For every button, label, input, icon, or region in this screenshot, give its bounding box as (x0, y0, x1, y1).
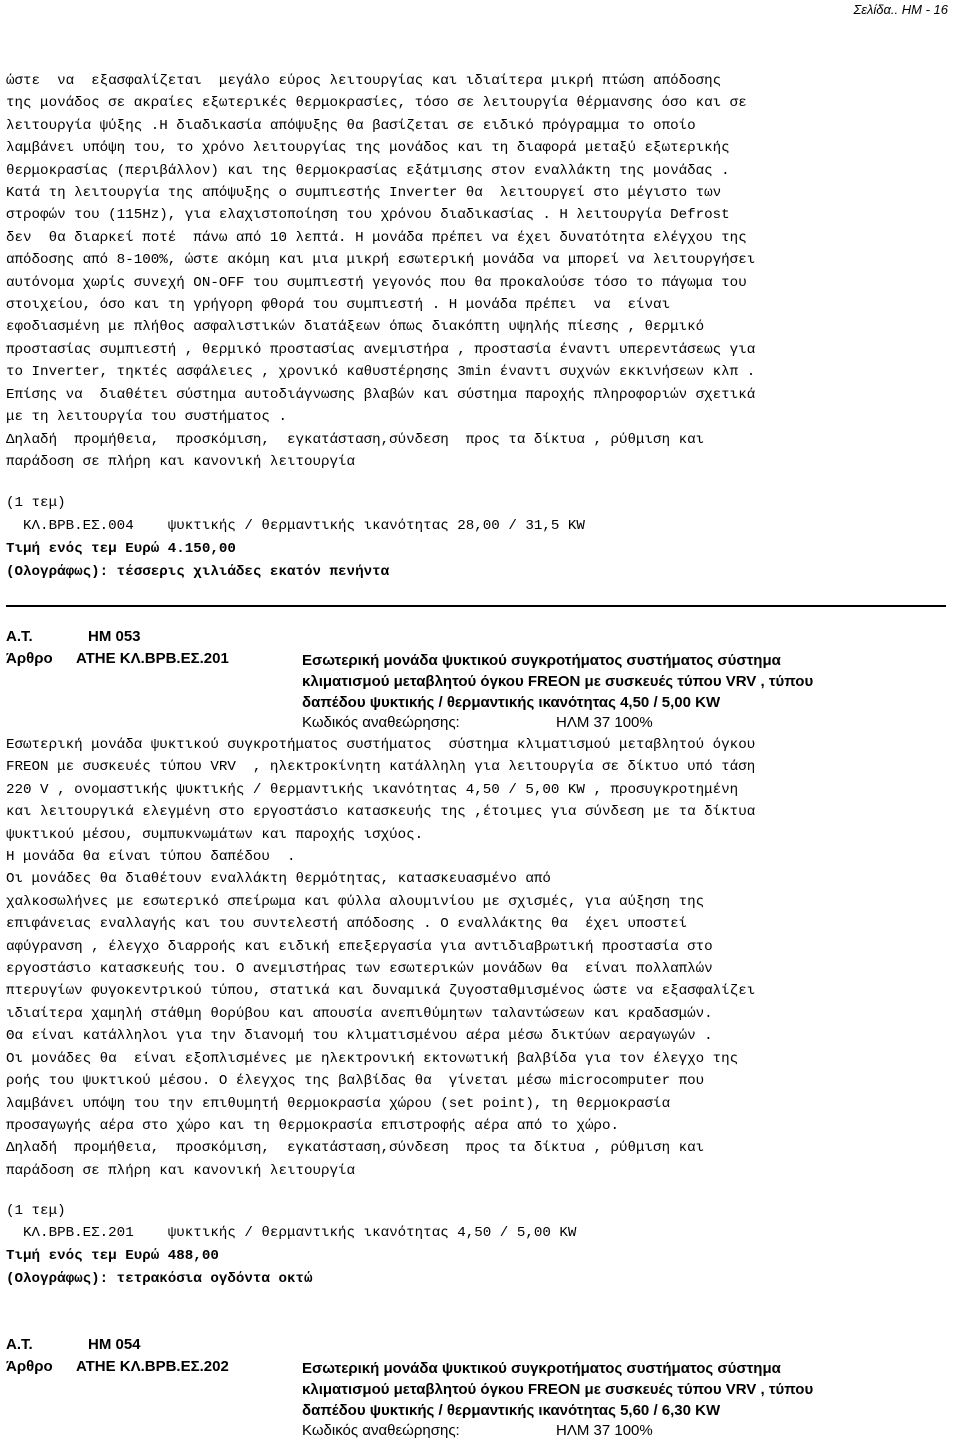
title-line: Εσωτερική μονάδα ψυκτικού συγκροτήματος συστήματος σύστημα (302, 652, 781, 669)
item053-revision-value: ΗΛΜ 37 100% (556, 714, 653, 731)
item053-body (6, 734, 956, 1182)
section-divider (6, 605, 946, 607)
body-line: στροφών του (115Hz), για ελαχιστοποίηση του χρόνου διαδικασίας . Η λειτουργία Defrost (6, 207, 730, 224)
item053-article-code: ΑΤΗΕ ΚΛ.ΒΡΒ.ΕΣ.201 (76, 650, 229, 667)
title-line: δαπέδου ψυκτικής / θερμαντικής ικανότητας 5,60 / 6,30 KW (302, 1402, 721, 1419)
body-line: FREON με συσκευές τύπου VRV , ηλεκτροκίνητη κατάλληλη για λειτουργία σε δίκτυο υπό τάση (6, 759, 756, 776)
body-line: παράδοση σε πλήρη και κανονική λειτουργία (6, 453, 356, 470)
title-line: Εσωτερική μονάδα ψυκτικού συγκροτήματος συστήματος σύστημα (302, 1360, 781, 1377)
title-line: κλιματισμού μεταβλητού όγκου FREON με συσκευές τύπου VRV , τύπου (302, 673, 814, 690)
body-line: στοιχείου, όσο και τη γρήγορη φθορά του συμπιεστή . Η μονάδα πρέπει να είναι (6, 297, 671, 314)
body-line: της μονάδος σε ακραίες εξωτερικές θερμοκρασίες, τόσο σε λειτουργία θέρμανσης όσο και σε (6, 95, 747, 112)
item053-article-label: Άρθρο (6, 650, 53, 667)
item053-unit: (1 τεμ) (6, 1203, 66, 1219)
body-line: ροής του ψυκτικού μέσου. Ο έλεγχος της βαλβίδας θα γίνεται μέσω microcomputer που (6, 1073, 705, 1090)
body-line: θερμοκρασίας (περιβάλλον) και της θερμοκρασίας εξάτμισης στον εναλλάκτη της μονάδας . (6, 162, 730, 179)
title-line: δαπέδου ψυκτικής / θερμαντικής ικανότητας 4,50 / 5,00 KW (302, 694, 721, 711)
body-line: με τη λειτουργία του συστήματος . (6, 409, 287, 426)
section1-price-words: (Ολογράφως): τέσσερις χιλιάδες εκατόν πενήντα (6, 564, 390, 580)
item054-article-label: Άρθρο (6, 1358, 53, 1375)
item053-price: Τιμή ενός τεμ Ευρώ 488,00 (6, 1248, 219, 1264)
item054-revision-label: Κωδικός αναθεώρησης: (302, 1422, 460, 1439)
item053-at-value: ΗΜ 053 (88, 628, 141, 645)
body-line: λαμβάνει υπόψη του, το χρόνο λειτουργίας της μονάδος και τη διαφορά μεταξύ εξωτερικής (6, 140, 730, 157)
body-line: Κατά τη λειτουργία της απόψυξης ο συμπιεστής Inverter θα λειτουργεί στο μέγιστο των (6, 185, 722, 202)
body-line: δεν θα διαρκεί ποτέ πάνω από 10 λεπτά. Η μονάδα πρέπει να έχει δυνατότητα ελέγχου της (6, 229, 747, 246)
body-line: Θα είναι κατάλληλοι για την διανομή του κλιματισμένου αέρα μέσω δικτύων αεραγωγών . (6, 1028, 713, 1045)
item054-article-code: ΑΤΗΕ ΚΛ.ΒΡΒ.ΕΣ.202 (76, 1358, 229, 1375)
item053-price-words: (Ολογράφως): τετρακόσια ογδόντα οκτώ (6, 1271, 313, 1287)
body-line: εφοδιασμένη με πλήθος ασφαλιστικών διατάξεων όπως διακόπτη υψηλής πίεσης , θερμικό (6, 319, 705, 336)
item054-revision-value: ΗΛΜ 37 100% (556, 1422, 653, 1439)
body-line: λειτουργία ψύξης .Η διαδικασία απόψυξης θα βασίζεται σε ειδικό πρόγραμμα το οποίο (6, 117, 696, 134)
body-line: επιφάνειας εναλλαγής και του συντελεστή απόδοσης . Ο εναλλάκτης θα έχει υποστεί (6, 916, 688, 933)
item053-at-label: Α.Τ. (6, 628, 33, 645)
body-line: εργοστάσιο κατασκευής του. Ο ανεμιστήρας των εσωτερικών μονάδων θα είναι πολλαπλών (6, 961, 713, 978)
body-line: ψυκτικού μέσου, συμπυκνωμάτων και παροχής ισχύος. (6, 826, 424, 843)
item054-at-label: Α.Τ. (6, 1336, 33, 1353)
body-line: Οι μονάδες θα διαθέτουν εναλλάκτη θερμότητας, κατασκευασμένο από (6, 871, 551, 888)
body-line: απόδοσης από 8-100%, ώστε ακόμη και μια μικρή εσωτερική μονάδα να μπορεί να λειτουργήσει (6, 252, 756, 269)
section1-unit: (1 τεμ) (6, 495, 66, 511)
item053-code-line: ΚΛ.ΒΡΒ.ΕΣ.201 ψυκτικής / θερμαντικής ικανότητας 4,50 / 5,00 KW (6, 1225, 577, 1241)
section1-code-line: ΚΛ.ΒΡΒ.ΕΣ.004 ψυκτικής / θερμαντικής ικανότητας 28,00 / 31,5 KW (6, 518, 585, 534)
body-line: Οι μονάδες θα είναι εξοπλισμένες με ηλεκτρονική εκτονωτική βαλβίδα για τον έλεγχο της (6, 1050, 739, 1067)
body-line: ώστε να εξασφαλίζεται μεγάλο εύρος λειτουργίας και ιδιαίτερα μικρή πτώση απόδοσης (6, 73, 722, 89)
item054-at-value: ΗΜ 054 (88, 1336, 141, 1353)
item053-revision-label: Κωδικός αναθεώρησης: (302, 714, 460, 731)
body-line: αφύγρανση , έλεγχο διαρροής και ειδική επεξεργασία για αντιδιαβρωτική προστασία στο (6, 938, 713, 955)
item054-header (6, 1336, 956, 1442)
body-line: ιδιαίτερα χαμηλή στάθμη θορύβου και απουσία ανεπιθύμητων ταλαντώσεων και κραδασμών. (6, 1005, 713, 1022)
section1-body (6, 70, 956, 473)
body-line: προσαγωγής αέρα στο χώρο και τη θερμοκρασία επιστροφής αέρα από το χώρο. (6, 1117, 619, 1134)
body-line: χαλκοσωλήνες με εσωτερικό σπείρωμα και φύλλα αλουμινίου με σχισμές, για αύξηση της (6, 893, 705, 910)
body-line: αυτόνομα χωρίς συνεχή ON-OFF του συμπιεστή γεγονός που θα προκαλούσε τόσο το πάγωμα του (6, 274, 747, 291)
body-line: προστασίας συμπιεστή , θερμικό προστασίας ανεμιστήρα , προστασία έναντι υπερεντάσεως για (6, 341, 756, 358)
body-line: 220 V , ονομαστικής ψυκτικής / θερμαντικής ικανότητας 4,50 / 5,00 KW , προσυγκροτημένη (6, 781, 739, 798)
body-line: Επίσης να διαθέτει σύστημα αυτοδιάγνωσης βλαβών και σύστημα παροχής πληροφοριών σχετικά (6, 386, 756, 403)
body-line: λαμβάνει υπόψη του την επιθυμητή θερμοκρασία χώρου (set point), τη θερμοκρασία (6, 1095, 671, 1112)
body-line: Η μονάδα θα είναι τύπου δαπέδου . (6, 849, 296, 866)
body-line: και λειτουργικά ελεγμένη στο εργοστάσιο κατασκευής της ,έτοιμες για σύνδεση με τα δίκτυα (6, 804, 756, 821)
item054-title (302, 1358, 813, 1421)
title-line: κλιματισμού μεταβλητού όγκου FREON με συσκευές τύπου VRV , τύπου (302, 1381, 814, 1398)
body-line: το Inverter, τηκτές ασφάλειες , χρονικό καθυστέρησης 3min έναντι συχνών εκκινήσεων κλπ . (6, 364, 756, 381)
body-line: πτερυγίων φυγοκεντρικού τύπου, στατικά και δυναμικά ζυγοσταθμισμένος ώστε να εξασφαλίζει (6, 983, 756, 1000)
body-line: Εσωτερική μονάδα ψυκτικού συγκροτήματος συστήματος σύστημα κλιματισμού μεταβλητού όγκου (6, 737, 756, 753)
body-line: παράδοση σε πλήρη και κανονική λειτουργία (6, 1162, 356, 1179)
item053-title (302, 650, 813, 713)
page-header: Σελίδα.. ΗΜ - 16 (853, 2, 948, 17)
section1-price: Τιμή ενός τεμ Ευρώ 4.150,00 (6, 541, 236, 557)
body-line: Δηλαδή προμήθεια, προσκόμιση, εγκατάσταση,σύνδεση προς τα δίκτυα , ρύθμιση και (6, 1140, 705, 1157)
body-line: Δηλαδή προμήθεια, προσκόμιση, εγκατάσταση,σύνδεση προς τα δίκτυα , ρύθμιση και (6, 431, 705, 448)
item053-header (6, 628, 956, 738)
